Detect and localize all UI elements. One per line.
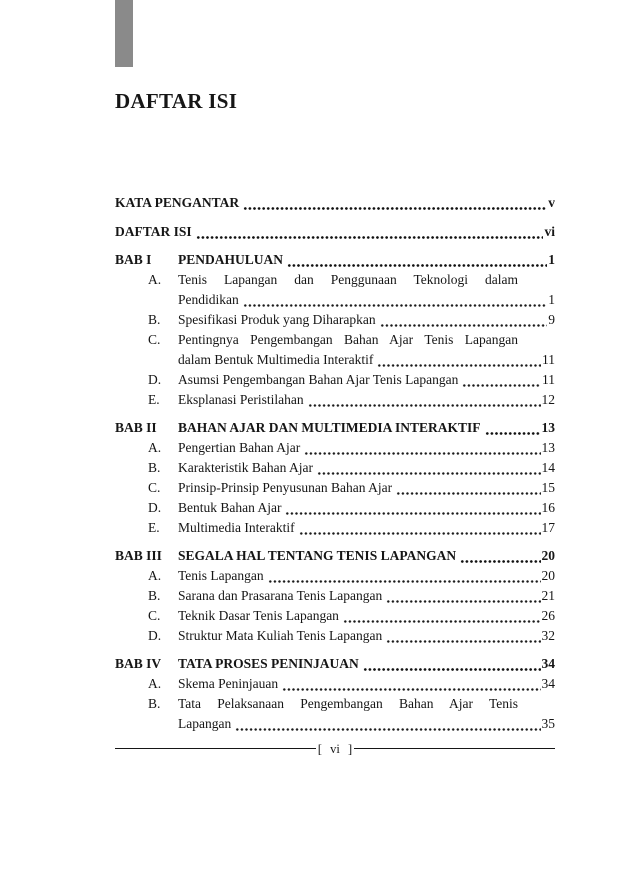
toc-subentry (115, 626, 555, 646)
subentry-last-line (178, 458, 555, 478)
subentry-page: 14 (541, 460, 555, 475)
toc-subentry (115, 370, 555, 390)
subentry-letter: B. (148, 312, 161, 327)
subentry-letter: E. (148, 392, 160, 407)
dot-leader (243, 304, 548, 307)
dot-leader (308, 404, 541, 407)
subentry-letter: A. (148, 440, 162, 455)
subentry-text: Asumsi Pengembangan Bahan Ajar Tenis Lapangan (178, 372, 459, 387)
subentry-page: 34 (541, 676, 555, 691)
chapter-number: BAB III (115, 548, 162, 563)
chapter-title: BAHAN AJAR DAN MULTIMEDIA INTERAKTIF (178, 420, 481, 435)
subentry-body (178, 330, 555, 370)
subentry-letter: E. (148, 520, 160, 535)
subentry-body (178, 694, 555, 734)
subentry-text: Teknik Dasar Tenis Lapangan (178, 608, 339, 623)
dot-leader (282, 688, 540, 691)
subentry-text: Bentuk Bahan Ajar (178, 500, 282, 515)
subentry-body (178, 626, 555, 646)
subentry-last-line (178, 390, 555, 410)
dot-leader (460, 560, 540, 563)
toc-subentry (115, 458, 555, 478)
subentry-letter: A. (148, 272, 162, 287)
subentry-wrap-line: Pentingnya Pengembangan Bahan Ajar Tenis Lapangan (178, 332, 518, 347)
subentry-body (178, 438, 555, 458)
footer-page-label: vi (330, 741, 340, 756)
subentry-letter: B. (148, 460, 161, 475)
toc-subentry (115, 270, 555, 310)
chapter-page: 1 (548, 252, 555, 267)
subentry-text: Spesifikasi Produk yang Diharapkan (178, 312, 376, 327)
chapter-title-line (178, 250, 555, 270)
subentry-wrap-line: Tenis Lapangan dan Penggunaan Teknologi dalam (178, 272, 518, 287)
dot-leader (285, 512, 540, 515)
dot-leader (304, 452, 540, 455)
subentry-last-line (178, 498, 555, 518)
dot-leader (299, 532, 541, 535)
subentry-page: 15 (541, 480, 555, 495)
chapter-title: PENDAHULUAN (178, 252, 284, 267)
subentry-body (178, 370, 555, 390)
subentry-page: 21 (541, 588, 555, 603)
footer-page-number (316, 741, 354, 757)
chapter-title: SEGALA HAL TENTANG TENIS LAPANGAN (178, 548, 457, 563)
footer-rule-left (115, 748, 316, 749)
subentry-body (178, 518, 555, 538)
subentry-page: 9 (548, 312, 555, 327)
chapter-title-line (178, 546, 555, 566)
subentry-last-line (178, 518, 555, 538)
subentry-body (178, 478, 555, 498)
subentry-last-line (178, 370, 555, 390)
subentry-body (178, 674, 555, 694)
subentry-body (178, 586, 555, 606)
dot-leader (343, 620, 541, 623)
toc-list (115, 193, 555, 734)
toc-subentry (115, 310, 555, 330)
chapter-title-line (178, 654, 555, 674)
subentry-letter: C. (148, 332, 161, 347)
subentry-last-line (178, 586, 555, 606)
subentry-text: Prinsip-Prinsip Penyusunan Bahan Ajar (178, 480, 393, 495)
dot-leader (363, 668, 541, 671)
subentry-text: Lapangan (178, 716, 232, 731)
subentry-letter: A. (148, 568, 162, 583)
subentry-letter: B. (148, 696, 161, 711)
subentry-letter: C. (148, 608, 161, 623)
subentry-page: 35 (541, 716, 555, 731)
footer-rule-right (354, 748, 555, 749)
toc-subentry (115, 566, 555, 586)
subentry-body (178, 606, 555, 626)
page-footer (115, 740, 555, 757)
subentry-text: Pengertian Bahan Ajar (178, 440, 301, 455)
toc-subentry (115, 518, 555, 538)
dot-leader (235, 728, 540, 731)
subentry-letter: D. (148, 372, 162, 387)
toc-subentry (115, 438, 555, 458)
toc-subentry (115, 330, 555, 370)
subentry-page: 20 (541, 568, 555, 583)
dot-leader (462, 384, 541, 387)
chapter-page: 34 (541, 656, 555, 671)
dot-leader (317, 472, 541, 475)
subentry-last-line (178, 310, 555, 330)
subentry-text: Sarana dan Prasarana Tenis Lapangan (178, 588, 383, 603)
subentry-page: 12 (541, 392, 555, 407)
toc-subentry (115, 674, 555, 694)
subentry-last-line (178, 714, 555, 734)
dot-leader (396, 492, 540, 495)
toc-subentry (115, 586, 555, 606)
chapter-title-line (178, 418, 555, 438)
subentry-page: 26 (541, 608, 555, 623)
subentry-last-line (178, 478, 555, 498)
toc-entry-page: v (548, 195, 555, 210)
dot-leader (243, 207, 547, 210)
page-content (115, 0, 555, 734)
subentry-text: Struktur Mata Kuliah Tenis Lapangan (178, 628, 383, 643)
toc-subentry (115, 694, 555, 734)
subentry-last-line (178, 290, 555, 310)
subentry-text: Pendidikan (178, 292, 239, 307)
subentry-text: dalam Bentuk Multimedia Interaktif (178, 352, 374, 367)
subentry-text: Skema Peninjauan (178, 676, 279, 691)
subentry-body (178, 458, 555, 478)
subentry-last-line (178, 606, 555, 626)
dot-leader (386, 600, 540, 603)
footer-right-bracket: ] (347, 740, 353, 756)
toc-subentry (115, 498, 555, 518)
dot-leader (485, 432, 541, 435)
subentry-page: 16 (541, 500, 555, 515)
subentry-last-line (178, 350, 555, 370)
subentry-letter: A. (148, 676, 162, 691)
subentry-text: Eksplanasi Peristilahan (178, 392, 304, 407)
toc-entry-page: vi (544, 224, 555, 239)
subentry-letter: B. (148, 588, 161, 603)
subentry-body (178, 498, 555, 518)
subentry-page: 11 (542, 352, 555, 367)
subentry-body (178, 566, 555, 586)
toc-chapter (115, 546, 555, 566)
dot-leader (377, 364, 541, 367)
toc-subentry (115, 390, 555, 410)
subentry-body (178, 390, 555, 410)
subentry-letter: D. (148, 500, 162, 515)
subentry-page: 17 (541, 520, 555, 535)
chapter-number: BAB II (115, 420, 157, 435)
subentry-last-line (178, 626, 555, 646)
subentry-last-line (178, 566, 555, 586)
dot-leader (380, 324, 548, 327)
subentry-page: 1 (548, 292, 555, 307)
toc-chapter (115, 250, 555, 270)
chapter-number: BAB IV (115, 656, 162, 671)
dot-leader (287, 264, 547, 267)
toc-entry (115, 193, 555, 213)
chapter-page: 13 (541, 420, 555, 435)
subentry-text: Tenis Lapangan (178, 568, 264, 583)
chapter-title: TATA PROSES PENINJAUAN (178, 656, 359, 671)
chapter-page: 20 (541, 548, 555, 563)
subentry-page: 32 (541, 628, 555, 643)
chapter-number: BAB I (115, 252, 152, 267)
subentry-last-line (178, 674, 555, 694)
dot-leader (386, 640, 540, 643)
toc-entry-label: KATA PENGANTAR (115, 195, 240, 210)
subentry-letter: C. (148, 480, 161, 495)
subentry-page: 11 (542, 372, 555, 387)
subentry-wrap-line: Tata Pelaksanaan Pengembangan Bahan Ajar Tenis (178, 696, 518, 711)
subentry-page: 13 (541, 440, 555, 455)
dot-leader (268, 580, 541, 583)
subentry-letter: D. (148, 628, 162, 643)
footer-left-bracket: [ (317, 740, 323, 756)
toc-subentry (115, 606, 555, 626)
subentry-text: Karakteristik Bahan Ajar (178, 460, 313, 475)
dot-leader (196, 236, 544, 239)
subentry-text: Multimedia Interaktif (178, 520, 295, 535)
toc-subentry (115, 478, 555, 498)
toc-entry (115, 222, 555, 242)
subentry-body (178, 270, 555, 310)
toc-entry-label: DAFTAR ISI (115, 224, 192, 239)
page-title: DAFTAR ISI (115, 89, 238, 113)
toc-chapter (115, 654, 555, 674)
toc-chapter (115, 418, 555, 438)
subentry-last-line (178, 438, 555, 458)
subentry-body (178, 310, 555, 330)
